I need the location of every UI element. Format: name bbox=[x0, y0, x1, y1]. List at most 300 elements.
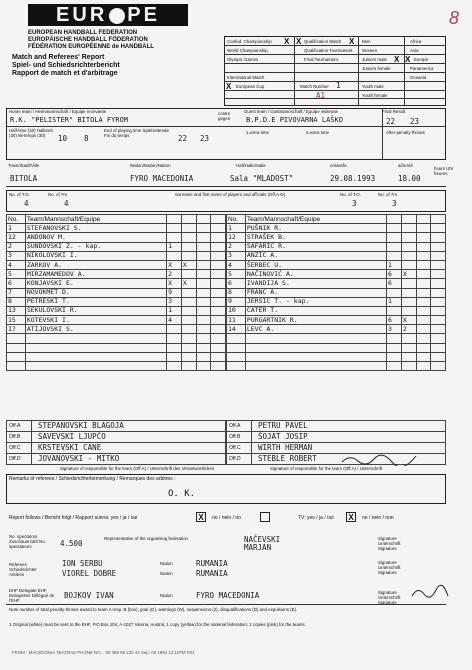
player-name: KONJAVSKI E. bbox=[25, 279, 166, 288]
player-number: 14 bbox=[227, 325, 246, 334]
player-number bbox=[227, 343, 246, 352]
player-disq bbox=[431, 343, 446, 352]
player-disq bbox=[431, 316, 446, 325]
extra1-label: 1.extra time bbox=[246, 130, 269, 135]
player-goals bbox=[167, 362, 182, 371]
player-name: NIKOLOVSKI I. bbox=[25, 251, 166, 260]
halftime-home: 10 bbox=[58, 134, 68, 143]
player-number bbox=[227, 334, 246, 343]
player-suspension bbox=[196, 316, 211, 325]
player-suspension bbox=[196, 233, 211, 242]
player-goals: 1 bbox=[167, 242, 182, 251]
official-row bbox=[226, 420, 446, 432]
player-penalty bbox=[401, 279, 416, 288]
player-suspension bbox=[196, 288, 211, 297]
comp-europe-check[interactable]: X bbox=[405, 55, 411, 64]
player-disq bbox=[211, 270, 226, 279]
official-name: SAVEVSKI LJUPČO bbox=[38, 432, 106, 441]
time: 18.00 bbox=[398, 174, 421, 183]
tv-yes-checkbox[interactable]: X bbox=[346, 512, 356, 522]
player-number: 12 bbox=[7, 233, 26, 242]
comp-confed-check[interactable]: X bbox=[284, 37, 290, 46]
home-timeouts: 4 bbox=[24, 199, 29, 208]
player-suspension bbox=[196, 297, 211, 306]
player-penalty bbox=[401, 260, 416, 269]
fax-header: FROM : MACEDONIA TEATRAE PHONE NO. : 00 389 96 233 44 Sep. 08 1993 12:11PM P01 bbox=[12, 650, 195, 655]
player-number: 13 bbox=[7, 306, 26, 315]
player-goals bbox=[387, 343, 402, 352]
player-penalty: X bbox=[401, 270, 416, 279]
player-suspension bbox=[416, 352, 431, 361]
player-disq bbox=[431, 270, 446, 279]
table-row bbox=[7, 270, 226, 279]
player-suspension bbox=[416, 224, 431, 233]
player-name: STEFANOVSKI S. bbox=[25, 224, 166, 233]
player-penalty bbox=[181, 316, 196, 325]
town: BITOLA bbox=[10, 174, 38, 183]
player-goals bbox=[387, 288, 402, 297]
table-row bbox=[227, 362, 446, 371]
player-number: 3 bbox=[7, 251, 26, 260]
guest-signature-note: Signature of responsible for the team (Off.A) / Unterschrift bbox=[270, 466, 383, 471]
player-penalty: 2 bbox=[401, 325, 416, 334]
player-goals: 6 bbox=[387, 316, 402, 325]
at-label: at/um/à bbox=[398, 163, 413, 168]
player-goals bbox=[387, 306, 402, 315]
representative: NAČEVSKI MARJAN bbox=[244, 535, 281, 552]
player-penalty bbox=[181, 297, 196, 306]
player-number: 9 bbox=[227, 297, 246, 306]
player-goals: 6 bbox=[387, 279, 402, 288]
player-name: JERŠIČ T. - kap. bbox=[245, 297, 386, 306]
player-disq bbox=[431, 352, 446, 361]
final-home: 22 bbox=[386, 117, 396, 126]
referee2: VIOREL DOBRE bbox=[62, 569, 117, 578]
table-row bbox=[227, 233, 446, 242]
player-disq bbox=[431, 260, 446, 269]
player-goals: 3 bbox=[387, 325, 402, 334]
player-number: 2 bbox=[7, 242, 26, 251]
player-disq bbox=[431, 288, 446, 297]
player-suspension bbox=[196, 306, 211, 315]
player-number: 5 bbox=[7, 270, 26, 279]
referees-label: Referees Schiedsrichter Arbitres bbox=[9, 562, 37, 577]
player-disq bbox=[211, 233, 226, 242]
tv-label: TV: yes / ja / oui bbox=[298, 515, 334, 521]
end-playing-label: End of playing time Spielzeitende Fin du temps bbox=[104, 128, 169, 138]
official-row bbox=[6, 454, 226, 465]
player-penalty bbox=[401, 297, 416, 306]
player-name: ATIJOVSKI S. bbox=[25, 325, 166, 334]
player-penalty bbox=[181, 233, 196, 242]
guest-players-table bbox=[226, 214, 446, 371]
player-suspension bbox=[196, 352, 211, 361]
player-name bbox=[245, 362, 386, 371]
player-penalty bbox=[181, 251, 196, 260]
player-goals bbox=[167, 325, 182, 334]
player-name: STRAŠEK B. bbox=[245, 233, 386, 242]
player-name: ŠERBEC U. bbox=[245, 260, 386, 269]
ball-icon bbox=[109, 8, 125, 24]
table-row bbox=[7, 288, 226, 297]
table-row bbox=[227, 260, 446, 269]
player-number: 2 bbox=[227, 242, 246, 251]
official-name: PETRU PAVEL bbox=[258, 421, 308, 430]
player-goals: 3 bbox=[167, 297, 182, 306]
player-goals bbox=[387, 233, 402, 242]
player-disq bbox=[431, 224, 446, 233]
player-goals bbox=[387, 251, 402, 260]
player-goals: 1 bbox=[387, 297, 402, 306]
comp-women: Women bbox=[362, 48, 378, 53]
player-disq bbox=[431, 297, 446, 306]
player-number: 8 bbox=[227, 288, 246, 297]
representative-label: Representative of the organising federation bbox=[104, 536, 188, 541]
player-number bbox=[7, 343, 26, 352]
delegate-signature-label: Signature Unterschrift Signature bbox=[378, 590, 401, 605]
guest-no-header: No. bbox=[227, 215, 246, 224]
delegate-nation-label: Nation bbox=[160, 593, 173, 598]
player-disq bbox=[211, 251, 226, 260]
player-goals: X bbox=[167, 260, 182, 269]
report-title-en: Match and Referees' Report bbox=[12, 54, 105, 61]
player-disq bbox=[211, 343, 226, 352]
player-suspension bbox=[196, 325, 211, 334]
player-disq bbox=[211, 325, 226, 334]
player-goals bbox=[167, 224, 182, 233]
guest-timeouts: 3 bbox=[352, 199, 357, 208]
table-row bbox=[7, 224, 226, 233]
home-timeouts-label: No. of T.O. bbox=[9, 192, 30, 197]
player-goals bbox=[167, 334, 182, 343]
home-officials bbox=[6, 420, 226, 465]
federation-de: EUROPÄISCHE HANDBALL FÖDERATION bbox=[28, 37, 148, 43]
player-suspension bbox=[416, 233, 431, 242]
player-penalty bbox=[401, 306, 416, 315]
table-row bbox=[227, 316, 446, 325]
report-follows-label: Report follows / Bericht folgt / Rapport suivra: yes / ja / oui bbox=[9, 515, 138, 521]
player-suspension bbox=[196, 334, 211, 343]
player-penalty bbox=[401, 352, 416, 361]
player-goals bbox=[167, 233, 182, 242]
player-goals bbox=[387, 362, 402, 371]
referee2-nation-label: Nation bbox=[160, 571, 173, 576]
end-guest: 23 bbox=[200, 134, 210, 143]
player-penalty: X bbox=[181, 260, 196, 269]
comp-world: World Championship bbox=[227, 48, 268, 53]
player-name: ANŽIČ A. bbox=[245, 251, 386, 260]
comp-asia: Asia bbox=[410, 48, 419, 53]
table-row bbox=[7, 316, 226, 325]
player-name bbox=[25, 352, 166, 361]
player-name: MIRZAMAMEDOV A. bbox=[25, 270, 166, 279]
comp-europe: Europe bbox=[414, 57, 429, 62]
player-goals bbox=[387, 242, 402, 251]
player-suspension bbox=[196, 251, 211, 260]
hall: Sala "MLADOST" bbox=[230, 174, 294, 183]
player-number bbox=[227, 362, 246, 371]
player-suspension bbox=[416, 325, 431, 334]
table-row bbox=[227, 251, 446, 260]
player-name bbox=[245, 352, 386, 361]
match-number: 1 bbox=[336, 81, 341, 90]
player-suspension bbox=[416, 343, 431, 352]
player-disq bbox=[211, 242, 226, 251]
footer-note-1: Note number of total penalty-throws award to team A resp. B (box), goal (G), warnings (W), suspensions (2), disqualifications (D) and expulsions (E). bbox=[9, 607, 298, 612]
official-row bbox=[6, 420, 226, 432]
player-disq bbox=[211, 260, 226, 269]
referee1: ION SERBU bbox=[62, 559, 103, 568]
delegate-nation: FYRO MACEDONIA bbox=[196, 591, 260, 600]
guest-7m-label: No. of 7m bbox=[378, 192, 398, 197]
table-row bbox=[227, 224, 446, 233]
player-goals: 9 bbox=[167, 288, 182, 297]
player-name: FRANC A. bbox=[245, 288, 386, 297]
player-disq bbox=[211, 297, 226, 306]
player-penalty bbox=[401, 224, 416, 233]
official-label: Off.A bbox=[227, 421, 252, 431]
player-disq bbox=[431, 279, 446, 288]
player-name bbox=[25, 334, 166, 343]
player-penalty bbox=[401, 242, 416, 251]
player-name: NAČINOVIĆ A. bbox=[245, 270, 386, 279]
rep-signature-label: Signature Unterschrift Signature bbox=[378, 536, 401, 551]
home-signature-note: Signature of responsible for the team (Off.A) / Unterschrift des Verantwortlichen bbox=[60, 466, 215, 471]
date: 29.08.1993 bbox=[330, 174, 376, 183]
player-goals bbox=[167, 352, 182, 361]
player-number: 6 bbox=[7, 279, 26, 288]
player-number: 10 bbox=[227, 306, 246, 315]
player-suspension bbox=[416, 297, 431, 306]
player-suspension bbox=[196, 270, 211, 279]
player-number: 15 bbox=[7, 316, 26, 325]
official-row bbox=[6, 432, 226, 443]
player-suspension bbox=[416, 242, 431, 251]
player-suspension bbox=[416, 270, 431, 279]
official-row bbox=[6, 443, 226, 454]
official-label: Off.C bbox=[227, 443, 252, 453]
comp-africa: Africa bbox=[410, 39, 422, 44]
delegate-label: EHF Delegate EHF Delegierter Délégué de l'EHF bbox=[9, 588, 55, 603]
official-name: KRSTEVSKI CANE bbox=[38, 443, 102, 452]
official-name: JOVANOVSKI - MITKO bbox=[38, 454, 120, 463]
referee1-nation: RUMANIA bbox=[196, 559, 228, 568]
player-suspension bbox=[196, 242, 211, 251]
comp-final-tournament: Final Tournament bbox=[304, 57, 338, 62]
player-goals bbox=[387, 334, 402, 343]
player-disq bbox=[431, 334, 446, 343]
ehf-logo: EUR PE bbox=[28, 4, 188, 26]
report-no-label: no / nein / no bbox=[212, 515, 241, 521]
page-number: 8 bbox=[449, 8, 460, 28]
player-goals: 4 bbox=[167, 316, 182, 325]
player-penalty bbox=[401, 288, 416, 297]
player-number: 17 bbox=[7, 325, 26, 334]
home-team-label: Home team / Heimmannschaft / Equipe recevante bbox=[9, 109, 107, 114]
comp-match-number-label: Match Number bbox=[300, 84, 329, 89]
contre-label: contre gegen bbox=[218, 111, 231, 121]
player-disq bbox=[211, 288, 226, 297]
guest-7m: 3 bbox=[392, 199, 397, 208]
player-suspension bbox=[416, 316, 431, 325]
comp-qualification: Qualification Match bbox=[304, 39, 342, 44]
player-number: 6 bbox=[227, 279, 246, 288]
home-team: R.K. "PELISTER" BITOLA FYROM bbox=[10, 116, 129, 124]
player-goals: 6 bbox=[387, 270, 402, 279]
guest-team-label: Guest team / Gastmannschaft / Equipe visiteuse bbox=[244, 109, 338, 114]
player-name: ČATER T. bbox=[245, 306, 386, 315]
nation: FYRO MACEDONIA bbox=[130, 174, 194, 183]
player-suspension bbox=[196, 224, 211, 233]
player-penalty bbox=[181, 334, 196, 343]
player-name: LEVC A. bbox=[245, 325, 386, 334]
home-players-table bbox=[6, 214, 226, 371]
player-penalty bbox=[181, 343, 196, 352]
player-name: ZARKOV A. bbox=[25, 260, 166, 269]
player-name: ŠAFARIČ R. bbox=[245, 242, 386, 251]
home-team-header: Team/Mannschaft/Equipe bbox=[25, 215, 166, 224]
delegate-signature bbox=[410, 584, 450, 600]
player-penalty bbox=[181, 242, 196, 251]
official-label: Off.D bbox=[7, 454, 32, 464]
player-penalty bbox=[401, 362, 416, 371]
official-name: ŠOJAT JOSIP bbox=[258, 432, 308, 441]
town-label: Town/Stadt/Ville bbox=[8, 163, 40, 168]
table-row bbox=[7, 343, 226, 352]
official-name: WIRTH HERMAN bbox=[258, 443, 313, 452]
final-result-label: Final Result bbox=[382, 109, 406, 114]
player-goals bbox=[387, 352, 402, 361]
penalty-label: After penalty throws bbox=[386, 130, 425, 135]
player-number: 4 bbox=[227, 260, 246, 269]
player-number bbox=[7, 334, 26, 343]
player-suspension bbox=[196, 260, 211, 269]
table-row bbox=[227, 297, 446, 306]
player-number: 12 bbox=[227, 233, 246, 242]
halftime-label: Half-time (30) Halbzeit (30) Mi-temps (30) bbox=[9, 128, 53, 138]
player-disq bbox=[431, 233, 446, 242]
player-name: SEKULOVSKI R. bbox=[25, 306, 166, 315]
table-row bbox=[7, 233, 226, 242]
player-suspension bbox=[196, 279, 211, 288]
official-name: STEBLE ROBERT bbox=[258, 454, 317, 463]
player-penalty bbox=[401, 251, 416, 260]
table-row bbox=[7, 306, 226, 315]
guest-team-header: Team/Mannschaft/Equipe bbox=[245, 215, 386, 224]
player-name: SUNDOVSKI Z. - kap. bbox=[25, 242, 166, 251]
table-row bbox=[7, 279, 226, 288]
player-goals bbox=[167, 343, 182, 352]
home-7m-label: No. of 7m bbox=[48, 192, 68, 197]
player-disq bbox=[211, 334, 226, 343]
table-row bbox=[227, 279, 446, 288]
end-home: 22 bbox=[178, 134, 188, 143]
player-penalty bbox=[181, 270, 196, 279]
player-goals bbox=[387, 224, 402, 233]
comp-qual-tournament: Qualification Tournament bbox=[304, 48, 353, 53]
guest-signature bbox=[340, 452, 420, 466]
final-guest: 23 bbox=[410, 117, 420, 126]
table-row bbox=[227, 242, 446, 251]
player-number: 4 bbox=[7, 260, 26, 269]
player-disq bbox=[211, 224, 226, 233]
players-note: Surname and first name of players and officials (Off.A-D) bbox=[174, 192, 286, 197]
player-disq bbox=[431, 362, 446, 371]
comp-youth-female: Youth female bbox=[362, 93, 388, 98]
spectators-label: No. spectators Zuschauerzahl No. spectateurs bbox=[9, 534, 46, 549]
player-penalty bbox=[181, 325, 196, 334]
player-number bbox=[7, 352, 26, 361]
player-name: IVANDIJA S. bbox=[245, 279, 386, 288]
comp-men-check[interactable]: X bbox=[349, 37, 355, 46]
player-disq bbox=[431, 325, 446, 334]
player-name bbox=[245, 343, 386, 352]
player-disq bbox=[211, 316, 226, 325]
player-name: PETRESKI T. bbox=[25, 297, 166, 306]
table-row bbox=[7, 362, 226, 371]
player-number: 7 bbox=[7, 288, 26, 297]
official-label: Off.B bbox=[227, 432, 252, 442]
player-number bbox=[7, 362, 26, 371]
guest-team: B.P.D.E PIVOVARNA LAŠKO bbox=[246, 116, 343, 124]
table-row bbox=[227, 334, 446, 343]
player-disq bbox=[431, 242, 446, 251]
table-row bbox=[227, 343, 446, 352]
report-yes-checkbox[interactable]: X bbox=[196, 512, 206, 522]
comp-confed: Confed. Championship bbox=[227, 39, 272, 44]
player-disq bbox=[211, 352, 226, 361]
comp-international: International Match bbox=[227, 75, 265, 80]
table-row bbox=[227, 352, 446, 361]
player-name bbox=[245, 334, 386, 343]
referee2-nation: RUMANIA bbox=[196, 569, 228, 578]
player-suspension bbox=[416, 306, 431, 315]
player-disq bbox=[431, 306, 446, 315]
official-label: Off.A bbox=[7, 421, 32, 431]
player-goals: 2 bbox=[167, 270, 182, 279]
table-row bbox=[227, 288, 446, 297]
table-row bbox=[7, 251, 226, 260]
comp-oceania: Oceania bbox=[410, 75, 427, 80]
player-suspension bbox=[196, 343, 211, 352]
player-penalty bbox=[181, 362, 196, 371]
comp-youth-male: Youth male bbox=[362, 84, 384, 89]
halftime-guest: 8 bbox=[84, 134, 89, 143]
report-title-fr: Rapport de match et d'arbitrage bbox=[12, 70, 118, 77]
official-row bbox=[226, 432, 446, 443]
competition-grid bbox=[224, 36, 446, 106]
player-name: NOVOKMET D. bbox=[25, 288, 166, 297]
player-penalty bbox=[181, 288, 196, 297]
report-no-checkbox[interactable] bbox=[260, 512, 270, 522]
player-number: 11 bbox=[227, 316, 246, 325]
player-penalty bbox=[401, 343, 416, 352]
player-number: 1 bbox=[7, 224, 26, 233]
hours-label: hours Uhr heures bbox=[434, 166, 454, 176]
remarks-label: Remarks of referees / Schiedsrichterbemerkung / Remarques des arbitres : bbox=[9, 476, 176, 482]
player-suspension bbox=[416, 362, 431, 371]
player-suspension bbox=[416, 334, 431, 343]
player-goals bbox=[167, 251, 182, 260]
comp-juniors-male-check[interactable]: X bbox=[394, 55, 400, 64]
comp-eurocup-check[interactable]: X bbox=[226, 82, 232, 91]
comp-men: Men bbox=[362, 39, 371, 44]
delegate: BOJKOV IVAN bbox=[64, 591, 114, 600]
spectators: 4.500 bbox=[60, 539, 83, 548]
player-suspension bbox=[196, 362, 211, 371]
player-penalty bbox=[401, 334, 416, 343]
comp-qualification-check[interactable]: X bbox=[296, 37, 302, 46]
